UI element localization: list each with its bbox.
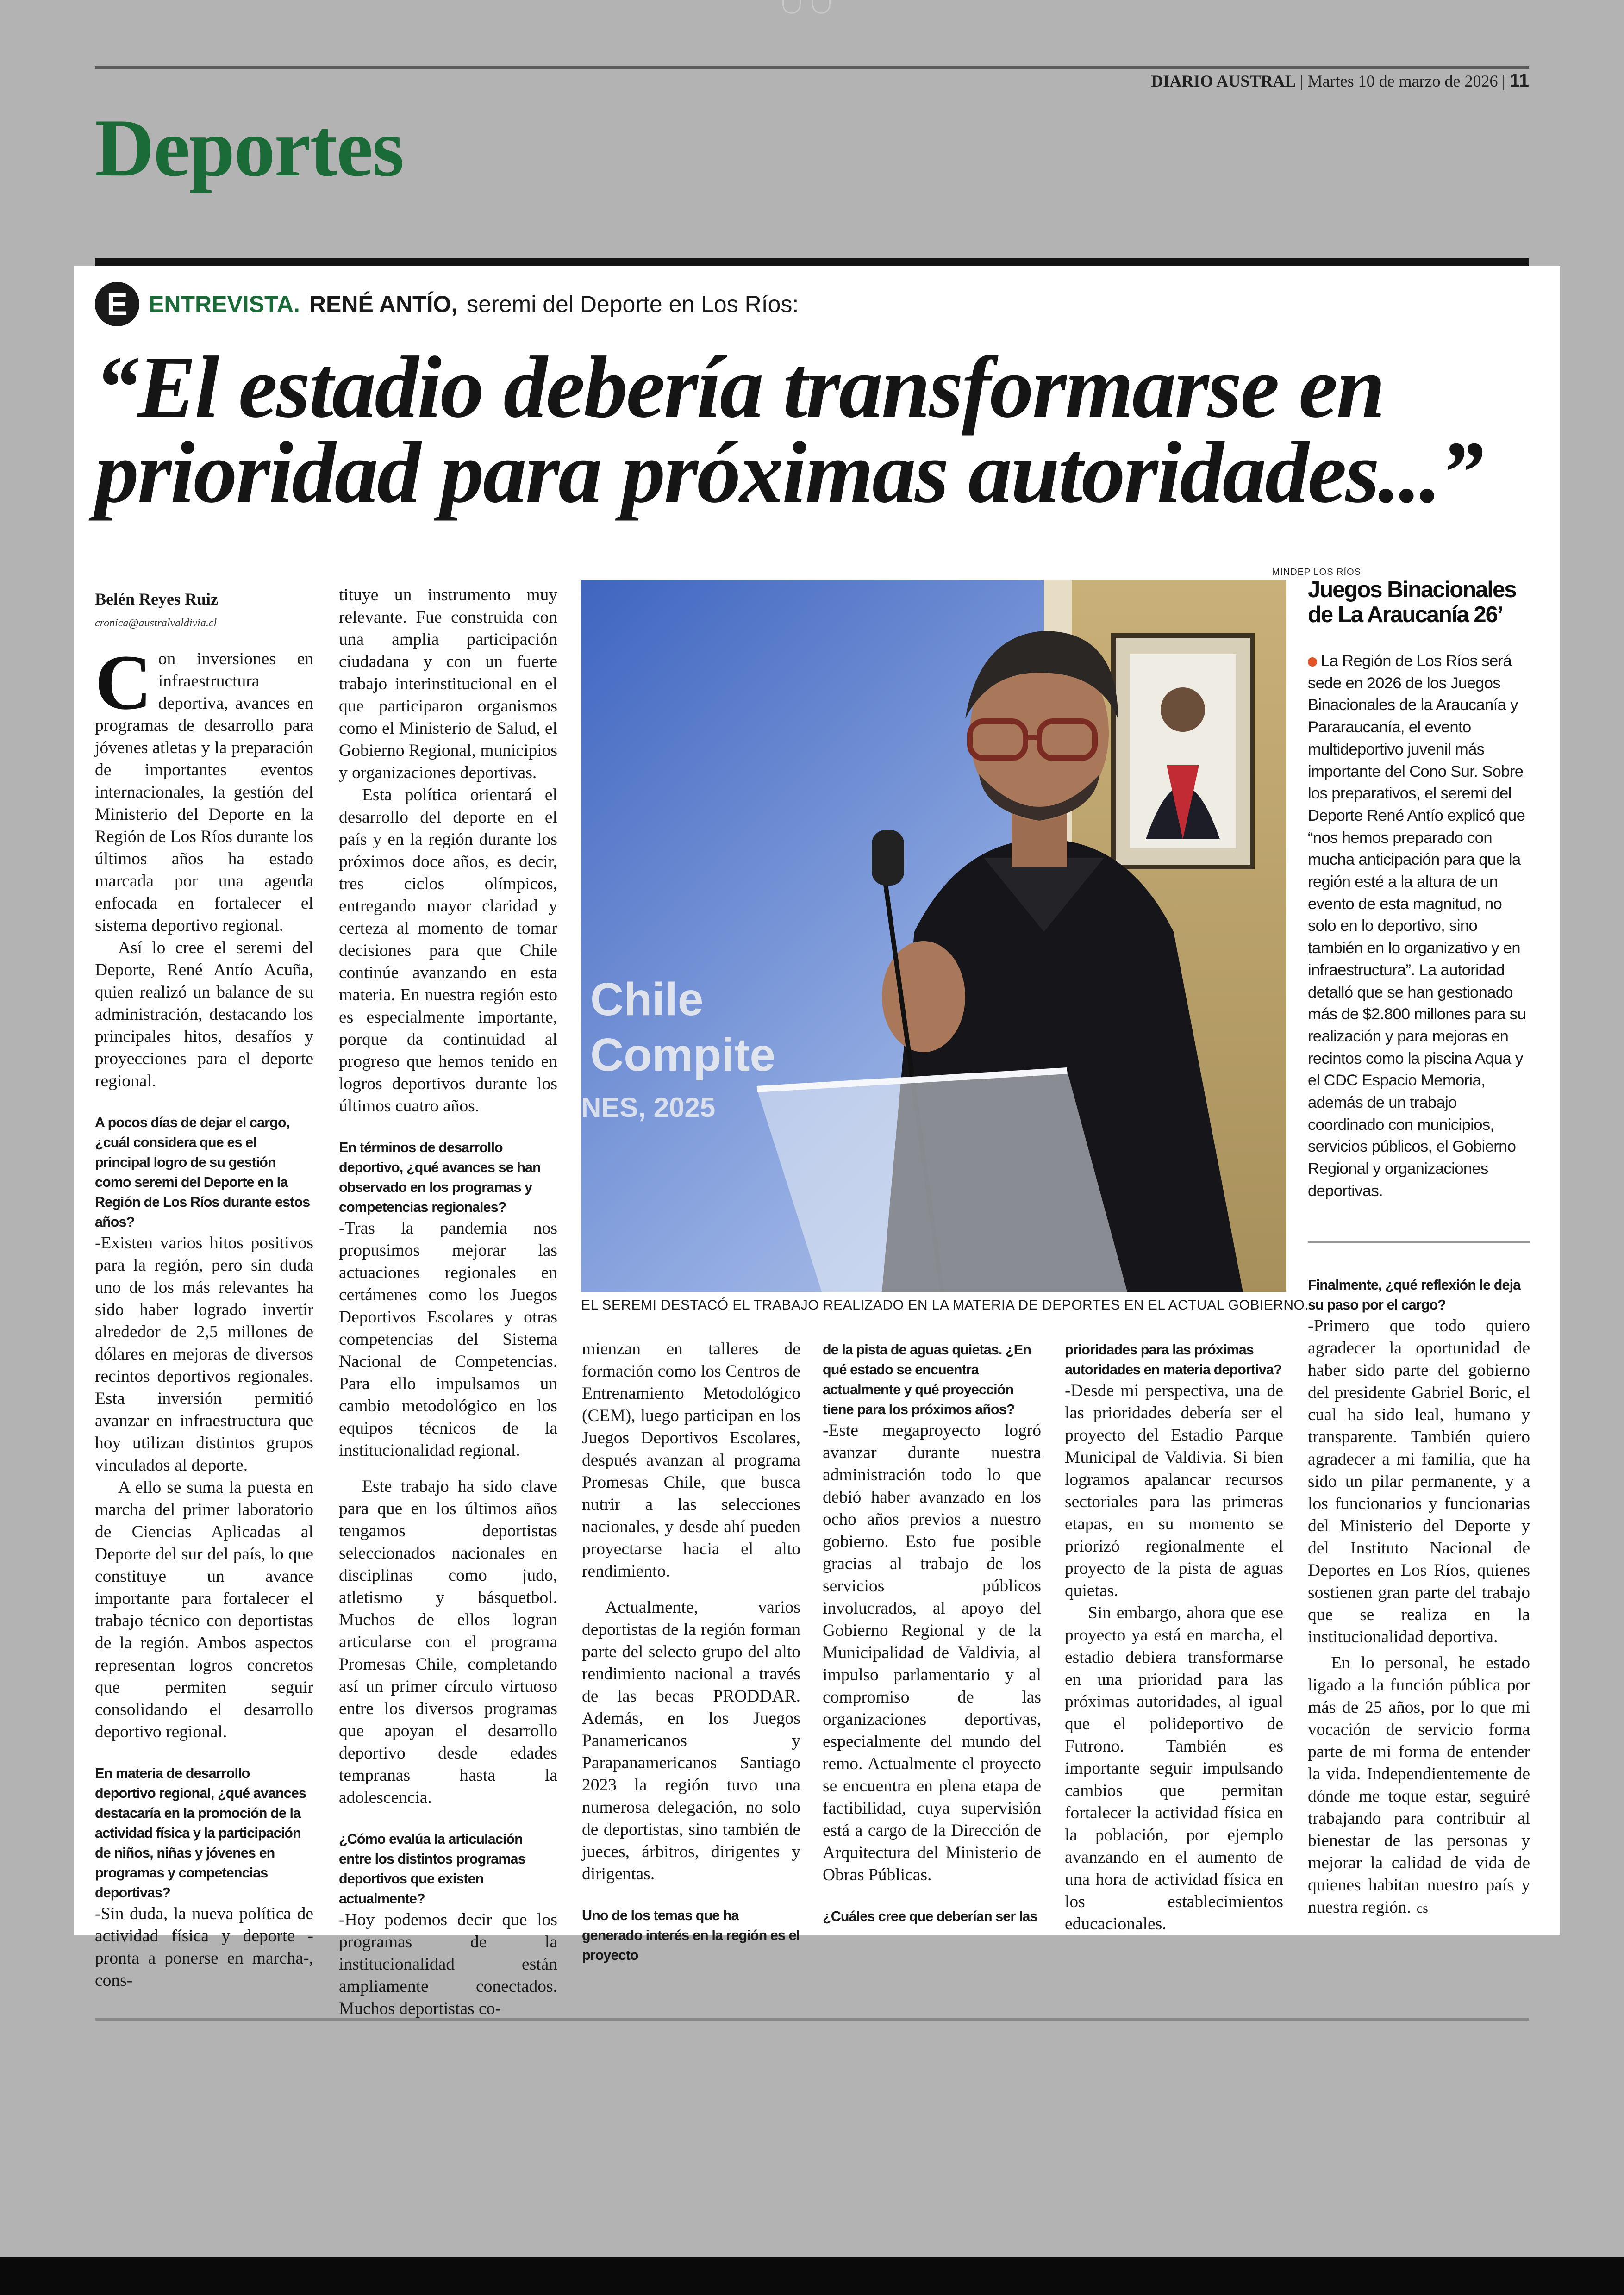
- lead-text: on inversiones en infraestructura deportiva, avances en programas de desarrollo para jóvenes atletas y la preparación de importantes eventos internacionales, la gestión del Ministerio del Deporte en la Región de Los Ríos durante los últimos años ha estado marcada por una agenda enfocada en fortalecer el sistema deportivo regional.: [95, 649, 313, 935]
- article-paragraph: [1308, 1652, 1530, 1920]
- bullet-icon: [1308, 657, 1317, 667]
- interview-answer: -Tras la pandemia nos propusimos mejorar las actuaciones regionales en certámenes como los Juegos Deportivos Escolares y otras competencias del Sistema Nacional de Competencias. Para ello impulsamos un cambio metodológico en los equipos técnicos de la institucionalidad regional.: [339, 1219, 557, 1460]
- sidebar-divider: [1308, 1241, 1530, 1243]
- sidebar-text: La Región de Los Ríos será sede en 2026 de los Juegos Binacionales de la Araucanía y Pararaucanía, el evento multideportivo juvenil más importante del Cono Sur. Sobre los preparativos, el seremi del Deporte René Antío explicó que “nos hemos preparado con mucha anticipación para que la región esté a la altura de un evento de esta magnitud, no solo en lo deportivo, sino también en lo organizativo y en infraestructura”. La autoridad detalló que se han gestionado más de $2.800 millones para su realización y para mejoras en recintos como la piscina Aqua y el CDC Espacio Memoria, además de un trabajo coordinado con municipios, servicios públicos, el Gobierno Regional y organizaciones deportivas.: [1308, 652, 1526, 1200]
- drop-cap: C: [95, 639, 152, 726]
- article-column-4: [823, 1340, 1041, 1927]
- page-number: 11: [1509, 70, 1529, 91]
- interview-question: Uno de los temas que ha generado interés en la región es el proyecto: [582, 1908, 800, 1963]
- interview-answer: -Desde mi perspectiva, una de las prioridades debería ser el proyecto del Estadio Parque Municipal de Valdivia. Si bien logramos apalancar recursos sectoriales para las primeras etapas, en su momento se priorizó regionalmente el proyecto de la pista de aguas quietas.: [1065, 1381, 1283, 1600]
- banner-text: Compite: [590, 1029, 775, 1081]
- article-column-1: [95, 588, 313, 1992]
- headline: “El estadio debería transformarse en prioridad para próximas autoridades...”: [95, 339, 1483, 521]
- publication-name: DIARIO AUSTRAL: [1151, 72, 1296, 90]
- kicker-name: RENÉ ANTÍO,: [309, 291, 458, 317]
- interview-question: ¿Cuáles cree que deberían ser las: [823, 1908, 1037, 1924]
- publication-date: Martes 10 de marzo de 2026: [1307, 72, 1498, 90]
- top-rule: [95, 258, 1529, 266]
- article-column-5: [1065, 1340, 1283, 1935]
- article-sheet: [74, 266, 1560, 2018]
- interview-question: de la pista de aguas quietas. ¿En qué estado se encuentra actualmente y qué proyección tiene para los próximos años?: [823, 1342, 1031, 1417]
- interview-answer: -Este megaproyecto logró avanzar durante nuestra administración todo lo que debió haber avanzado en los ocho años previos a nuestro gobierno. Esto fue posible gracias al trabajo de los servicios públicos involucrados, al apoyo del Gobierno Regional y de la Municipalidad de Valdivia, al impulso parlamentario y al compromiso de las organizaciones deportivas, especialmente del mundo del remo. Actualmente el proyecto se encuentra en plena etapa de factibilidad, cuya supervisión está a cargo de la Dirección de Arquitectura del Ministerio de Obras Públicas.: [823, 1421, 1041, 1884]
- article-paragraph: Sin embargo, ahora que ese proyecto ya está en marcha, el estadio debiera transformarse en una prioridad para las próximas autoridades, al igual que el polideportivo de Futrono. También es importante seguir impulsando cambios que permitan fortalecer la actividad física en la población, por ejemplo avanzando en el aumento de una hora de actividad física en los establecimientos educacionales.: [1065, 1603, 1283, 1933]
- page-indicator-dot[interactable]: [782, 0, 801, 14]
- interview-answer: -Existen varios hitos positivos para la región, pero sin duda uno de los más relevantes ha sido haber logrado invertir alrededor de 2,5 millones de dólares en mejoras de diversos recintos deportivos regionales. Esta inversión permitió avanzar en infraestructura que hoy utilizan distintos grupos vinculados al deporte.: [95, 1234, 313, 1475]
- photo-illustration: [581, 580, 1286, 1292]
- bottom-rule: [95, 2018, 1529, 2021]
- kicker: [95, 281, 799, 327]
- photo-caption: EL SEREMI DESTACÓ EL TRABAJO REALIZADO EN LA MATERIA DE DEPORTES EN EL ACTUAL GOBIERNO.: [581, 1297, 1309, 1313]
- sidebar-body: [1308, 650, 1530, 1203]
- interview-question: En materia de desarrollo deportivo regional, ¿qué avances destacaría en la promoción de la actividad física y la participación de niños, niñas y jóvenes en programas y competencias deportivas?: [95, 1765, 306, 1901]
- article-column-2: [339, 584, 557, 2020]
- interview-answer: -Primero que todo quiero agradecer la oportunidad de haber sido parte del gobierno del presidente Gabriel Boric, el cual ha sido leal, humano y transparente. También quiero agradecer a mi familia, que ha sido un pilar permanente, y a los funcionarios y funcionarias del Ministerio del Deporte y del Instituto Nacional de Deportes en Los Ríos, quienes sostienen gran parte del trabajo que se realiza en la institucionalidad deportiva.: [1308, 1316, 1530, 1646]
- article-paragraph: tituye un instrumento muy relevante. Fue construida con una amplia participación ciudadana y con un fuerte trabajo interinstitucional en el que participaron organismos como el Ministerio de Salud, el Gobierno Regional, municipios y organizaciones deportivas.: [339, 586, 557, 782]
- interview-question: En términos de desarrollo deportivo, ¿qué avances se han observado en los programas y competencias regionales?: [339, 1140, 541, 1215]
- interview-answer: -Sin duda, la nueva política de actividad física y deporte -pronta a ponerse en marcha-, cons-: [95, 1904, 313, 1990]
- page-folio: DIARIO AUSTRAL | Martes 10 de marzo de 2026 | 11: [1151, 70, 1529, 91]
- photo-credit: MINDEP LOS RÍOS: [1272, 567, 1361, 577]
- end-mark-icon: cs: [1416, 1901, 1428, 1916]
- byline-author: Belén Reyes Ruiz: [95, 590, 218, 608]
- interview-answer: -Hoy podemos decir que los programas de la institucionalidad están ampliamente conectados. Muchos deportistas co-: [339, 1910, 557, 2018]
- interview-photo: [581, 580, 1286, 1292]
- banner-text: NES, 2025: [581, 1092, 716, 1123]
- article-column-3: [582, 1338, 800, 1965]
- banner-text: Chile: [590, 973, 704, 1025]
- byline-email[interactable]: cronica@australvaldivia.cl: [95, 617, 217, 629]
- viewer-bottom-bar: [0, 2257, 1624, 2295]
- page-indicator-dot[interactable]: [812, 0, 831, 14]
- article-paragraph: mienzan en talleres de formación como los Centros de Entrenamiento Metodológico (CEM), luego participan en los Juegos Deportivos Escolares, después avanzan al programa Promesas Chile, que busca nutrir a las selecciones nacionales, y desde ahí pueden proyectarse hacia el alto rendimiento.: [582, 1340, 800, 1581]
- article-paragraph: Este trabajo ha sido clave para que en los últimos años tengamos deportistas seleccionados nacionales en disciplinas como judo, atletismo y básquetbol. Muchos de ellos logran articularse con el programa Promesas Chile, completando así un primer círculo virtuoso entre los diversos programas que apoyan el desarrollo deportivo desde edades tempranas hasta la adolescencia.: [339, 1477, 557, 1807]
- closing-text: En lo personal, he estado ligado a la función pública por más de 25 años, por lo que mi vocación de servicio forma parte de mi forma de entender la vida. Independientemente de dónde me toque estar, seguiré trabajando para contribuir al bienestar de las personas y mejorar la calidad de vida de quienes habitan nuestro país y nuestra región.: [1308, 1653, 1530, 1917]
- interview-question: Finalmente, ¿qué reflexión le deja su paso por el cargo?: [1308, 1277, 1521, 1313]
- sidebar-title: Juegos Binacionales de La Araucanía 26’: [1308, 577, 1516, 627]
- interview-question: ¿Cómo evalúa la articulación entre los distintos programas deportivos que existen actualmente?: [339, 1831, 525, 1907]
- interview-badge: E: [95, 282, 139, 326]
- header-rule: [95, 66, 1529, 69]
- kicker-label: ENTREVISTA.: [149, 291, 300, 317]
- article-paragraph: A ello se suma la puesta en marcha del primer laboratorio de Ciencias Aplicadas al Deporte del sur del país, lo que constituye un avance importante para fortalecer el trabajo técnico con deportistas de la región. Ambos aspectos representan logros concretos que permiten seguir consolidando el desarrollo deportivo regional.: [95, 1478, 313, 1741]
- interview-question: prioridades para las próximas autoridades en materia deportiva?: [1065, 1342, 1282, 1378]
- article-paragraph: Así lo cree el seremi del Deporte, René Antío Acuña, quien realizó un balance de su administración, destacando los principales hitos, desafíos y proyecciones para el deporte regional.: [95, 938, 313, 1091]
- kicker-role: seremi del Deporte en Los Ríos:: [467, 291, 799, 317]
- article-column-6: [1308, 1275, 1530, 1920]
- article-paragraph: [95, 639, 313, 937]
- section-title: Deportes: [95, 102, 404, 193]
- article-paragraph: Esta política orientará el desarrollo del deporte en el país y en la región durante los próximos doce años, es decir, tres ciclos olímpicos, entregando mayor claridad y certeza al momento de tomar decisiones para que Chile continúe avanzando en esta materia. En nuestra región esto es especialmente importante, porque da continuidad al progreso que hemos tenido en logros deportivos durante los últimos cuatro años.: [339, 786, 557, 1116]
- article-paragraph: Actualmente, varios deportistas de la región forman parte del selecto grupo del alto rendimiento nacional a través de las becas PRODDAR. Además, en los Juegos Panamericanos y Parapanamericanos Santiago 2023 la región tuvo una numerosa delegación, no solo de deportistas, sino también de jueces, árbitros, dirigentes y dirigentas.: [582, 1598, 800, 1883]
- interview-question: A pocos días de dejar el cargo, ¿cuál considera que es el principal logro de su gestión como seremi del Deporte en la Región de Los Ríos durante estos años?: [95, 1115, 310, 1230]
- viewer-page-indicator[interactable]: [782, 0, 843, 14]
